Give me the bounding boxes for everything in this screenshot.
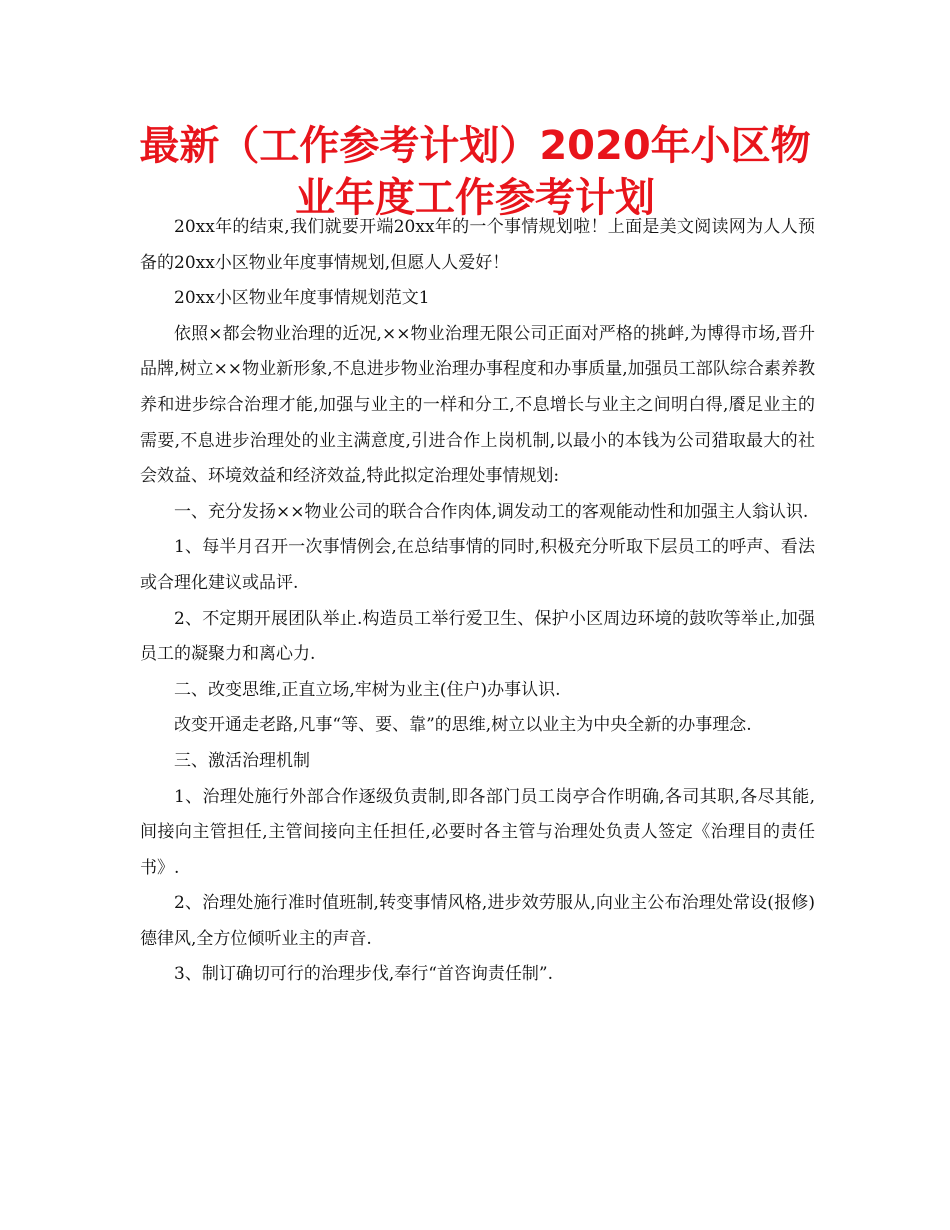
paragraph: 2、不定期开展团队举止.构造员工举行爱卫生、保护小区周边环境的鼓吹等举止,加强员工的凝聚力和离心力. [140,608,815,665]
paragraph: 20xx小区物业年度事情规划范文1 [174,288,430,309]
document-title: 最新（工作参考计划）2020年小区物业年度工作参考计划 [139,123,811,221]
paragraph: 依照×都会物业治理的近况,××物业治理无限公司正面对严格的挑衅,为博得市场,晋升品牌,树立××物业新形象,不息进步物业治理办事程度和办事质量,加强员工部队综合素养教养和进步综合治理才能,加强与业主的一样和分工,不息增长与业主之间明白得,餍足业主的需要,不息进步治理处的业主满意度,引进合作上岗机制,以最小的本钱为公司猎取最大的社会效益、环境效益和经济效益,特此拟定治理处事情规划: [140,323,815,487]
paragraph: 20xx年的结束,我们就要开端20xx年的一个事情规划啦！上面是美文阅读网为人人预备的20xx小区物业年度事情规划,但愿人人爱好！ [140,217,815,273]
document-body [140,210,815,993]
paragraph: 1、每半月召开一次事情例会,在总结事情的同时,积极充分听取下层员工的呼声、看法或合理化建议或品评. [140,537,815,593]
paragraph: 二、改变思维,正直立场,牢树为业主(住户)办事认识. [174,679,561,700]
paragraph: 三、激活治理机制 [174,750,310,771]
paragraph: 3、制订确切可行的治理步伐,奉行“首咨询责任制”. [174,964,554,985]
paragraph: 1、治理处施行外部合作逐级负责制,即各部门员工岗亭合作明确,各司其职,各尽其能,间接向主管担任,主管间接向主任担任,必要时各主管与治理处负责人签定《治理目的责任书》. [140,786,815,878]
paragraph: 2、治理处施行准时值班制,转变事情风格,进步效劳服从,向业主公布治理处常设(报修)德律风,全方位倾听业主的声音. [140,893,815,949]
paragraph: 改变开通走老路,凡事“等、要、靠”的思维,树立以业主为中央全新的办事理念. [174,715,752,736]
paragraph: 一、充分发扬××物业公司的联合合作肉体,调发动工的客观能动性和加强主人翁认识. [174,501,809,522]
